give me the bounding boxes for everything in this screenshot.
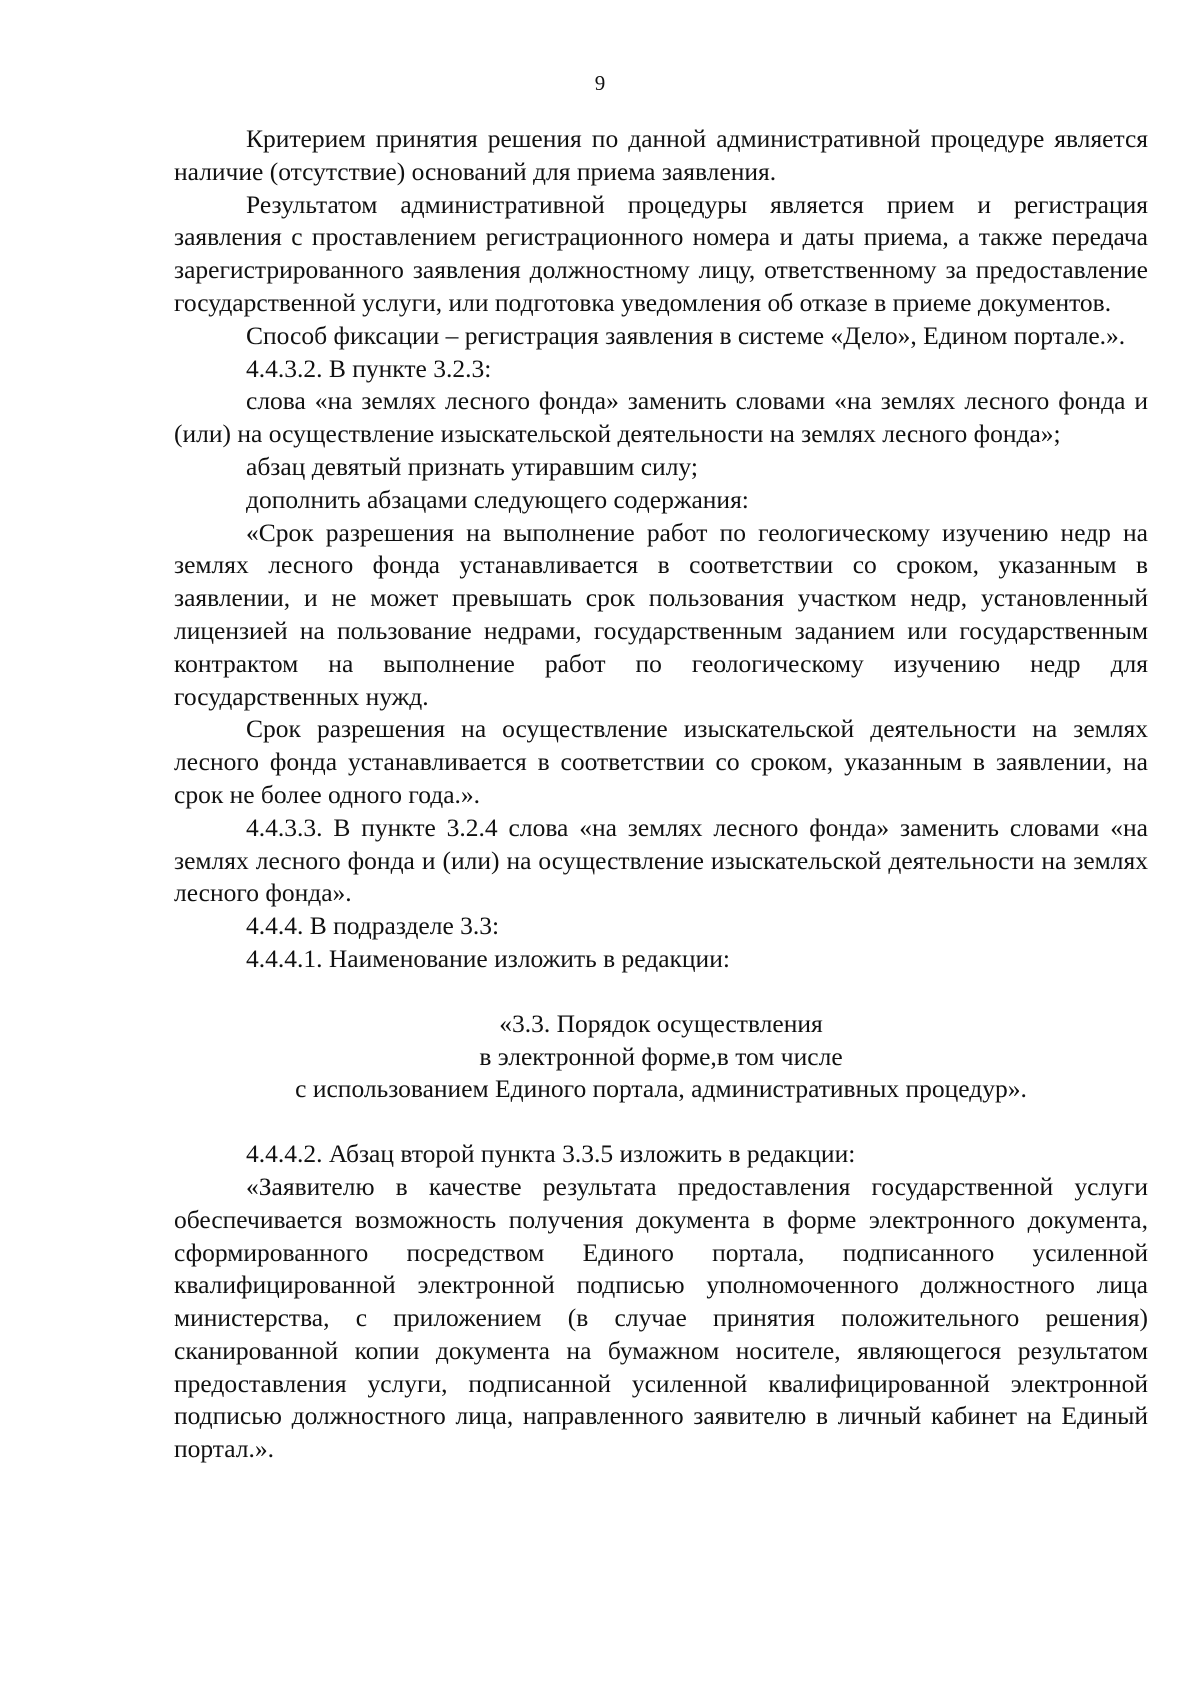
paragraph-4-4-3-2: 4.4.3.2. В пункте 3.2.3:: [246, 353, 492, 383]
paragraph-words-replace: слова «на землях лесного фонда» заменить словами «на землях лесного фонда и (или) на осуществление изыскательской деятельности на землях лесного фонда»;: [174, 386, 1148, 449]
paragraph-4-4-3-3: 4.4.3.3. В пункте 3.2.4 слова «на землях лесного фонда» заменить словами «на землях лесного фонда и (или) на осуществление изыскательской деятельности на землях лесного фонда».: [174, 812, 1148, 908]
document-body: [174, 123, 1148, 1466]
section-title-line-1: «3.3. Порядок осуществления: [499, 1008, 823, 1038]
paragraph-geology-term: «Срок разрешения на выполнение работ по геологическому изучению недр на землях лесного фонда устанавливается в соответствии со сроком, указанным в заявлении, и не может превышать срок пользования участком недр, установленный лицензией на пользование недрами, государственным заданием или государственным контрактом на выполнение работ по геологическому изучению недр для государственных нужд.: [174, 517, 1148, 711]
paragraph-4-4-4-1: 4.4.4.1. Наименование изложить в редакции:: [246, 943, 730, 973]
paragraph-ninth-invalid: абзац девятый признать утиравшим силу;: [246, 451, 698, 481]
paragraph-criterion: Критерием принятия решения по данной административной процедуре является наличие (отсутствие) оснований для приема заявления.: [174, 124, 1148, 186]
paragraph-fixation: Способ фиксации – регистрация заявления в системе «Дело», Едином портале.».: [246, 320, 1126, 350]
section-title-3-3: [174, 1008, 1148, 1106]
paragraph-applicant-result: «Заявителю в качестве результата предоставления государственной услуги обеспечивается возможность получения документа в форме электронного документа, сформированного посредством Единого портала, подписанного усиленной квалифицированной электронной подписью уполномоченного должностного лица министерства, с приложением (в случае принятия положительного решения) сканированной копии документа на бумажном носителе, являющегося результатом предоставления услуги, подписанной усиленной квалифицированной электронной подписью должностного лица, направленного заявителю в личный кабинет на Единый портал.».: [174, 1171, 1148, 1464]
page-number: 9: [594, 71, 606, 95]
section-title-line-3: с использованием Единого портала, административных процедур».: [295, 1074, 1027, 1104]
section-title-line-2: в электронной форме,в том числе: [479, 1041, 843, 1071]
paragraph-add-paragraphs: дополнить абзацами следующего содержания:: [246, 484, 749, 514]
paragraph-4-4-4: 4.4.4. В подразделе 3.3:: [246, 911, 500, 941]
paragraph-4-4-4-2: 4.4.4.2. Абзац второй пункта 3.3.5 изложить в редакции:: [246, 1139, 856, 1169]
paragraph-result: Результатом административной процедуры является прием и регистрация заявления с проставлением регистрационного номера и даты приема, а также передача зарегистрированного заявления должностному лицу, ответственному за предоставление государственной услуги, или подготовка уведомления об отказе в приеме документов.: [174, 189, 1148, 317]
paragraph-survey-term: Срок разрешения на осуществление изыскательской деятельности на землях лесного фонда устанавливается в соответствии со сроком, указанным в заявлении, на срок не более одного года.».: [174, 714, 1148, 809]
